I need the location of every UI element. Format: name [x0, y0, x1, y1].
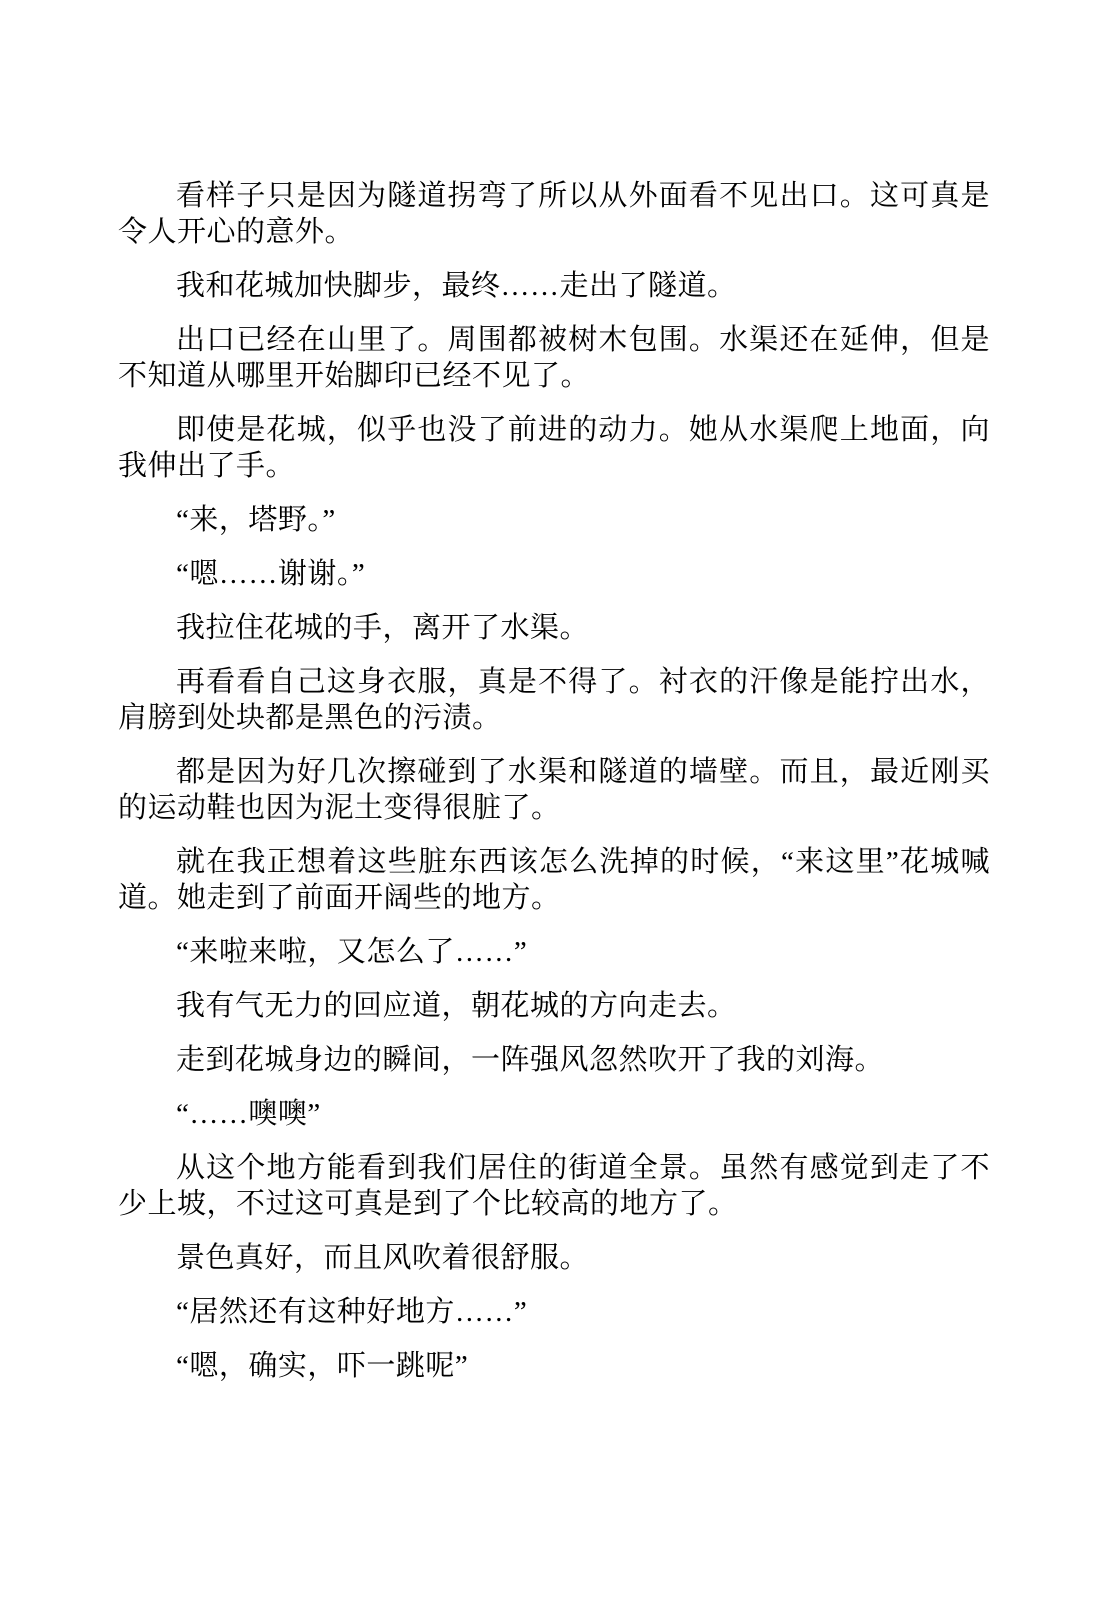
- paragraph: 再看看自己这身衣服，真是不得了。衬衣的汗像是能拧出水，肩膀到处块都是黑色的污渍。: [118, 666, 990, 734]
- paragraph: “来，塔野。”: [176, 504, 336, 536]
- paragraph: 我和花城加快脚步，最终……走出了隧道。: [176, 270, 737, 302]
- paragraph: 走到花城身边的瞬间，一阵强风忽然吹开了我的刘海。: [176, 1044, 885, 1076]
- paragraph: “……噢噢”: [176, 1098, 321, 1130]
- paragraph: 都是因为好几次擦碰到了水渠和隧道的墙壁。而且，最近刚买的运动鞋也因为泥土变得很脏了。: [118, 756, 990, 824]
- paragraph: “来啦来啦，又怎么了……”: [176, 936, 528, 968]
- paragraph: “嗯，确实，吓一跳呢”: [176, 1350, 469, 1382]
- paragraph: 即使是花城，似乎也没了前进的动力。她从水渠爬上地面，向我伸出了手。: [118, 414, 990, 482]
- paragraph: “居然还有这种好地方……”: [176, 1296, 528, 1328]
- paragraph: 看样子只是因为隧道拐弯了所以从外面看不见出口。这可真是令人开心的意外。: [118, 180, 990, 248]
- paragraph: 我拉住花城的手，离开了水渠。: [176, 612, 590, 644]
- paragraph: 出口已经在山里了。周围都被树木包围。水渠还在延伸，但是不知道从哪里开始脚印已经不见了。: [118, 324, 990, 392]
- paragraph: 景色真好，而且风吹着很舒服。: [176, 1242, 590, 1274]
- paragraph: 从这个地方能看到我们居住的街道全景。虽然有感觉到走了不少上坡，不过这可真是到了个比较高的地方了。: [118, 1152, 990, 1220]
- paragraph: “嗯……谢谢。”: [176, 558, 366, 590]
- paragraph: 就在我正想着这些脏东西该怎么洗掉的时候，“来这里”花城喊道。她走到了前面开阔些的地方。: [118, 846, 990, 914]
- paragraph: 我有气无力的回应道，朝花城的方向走去。: [176, 990, 737, 1022]
